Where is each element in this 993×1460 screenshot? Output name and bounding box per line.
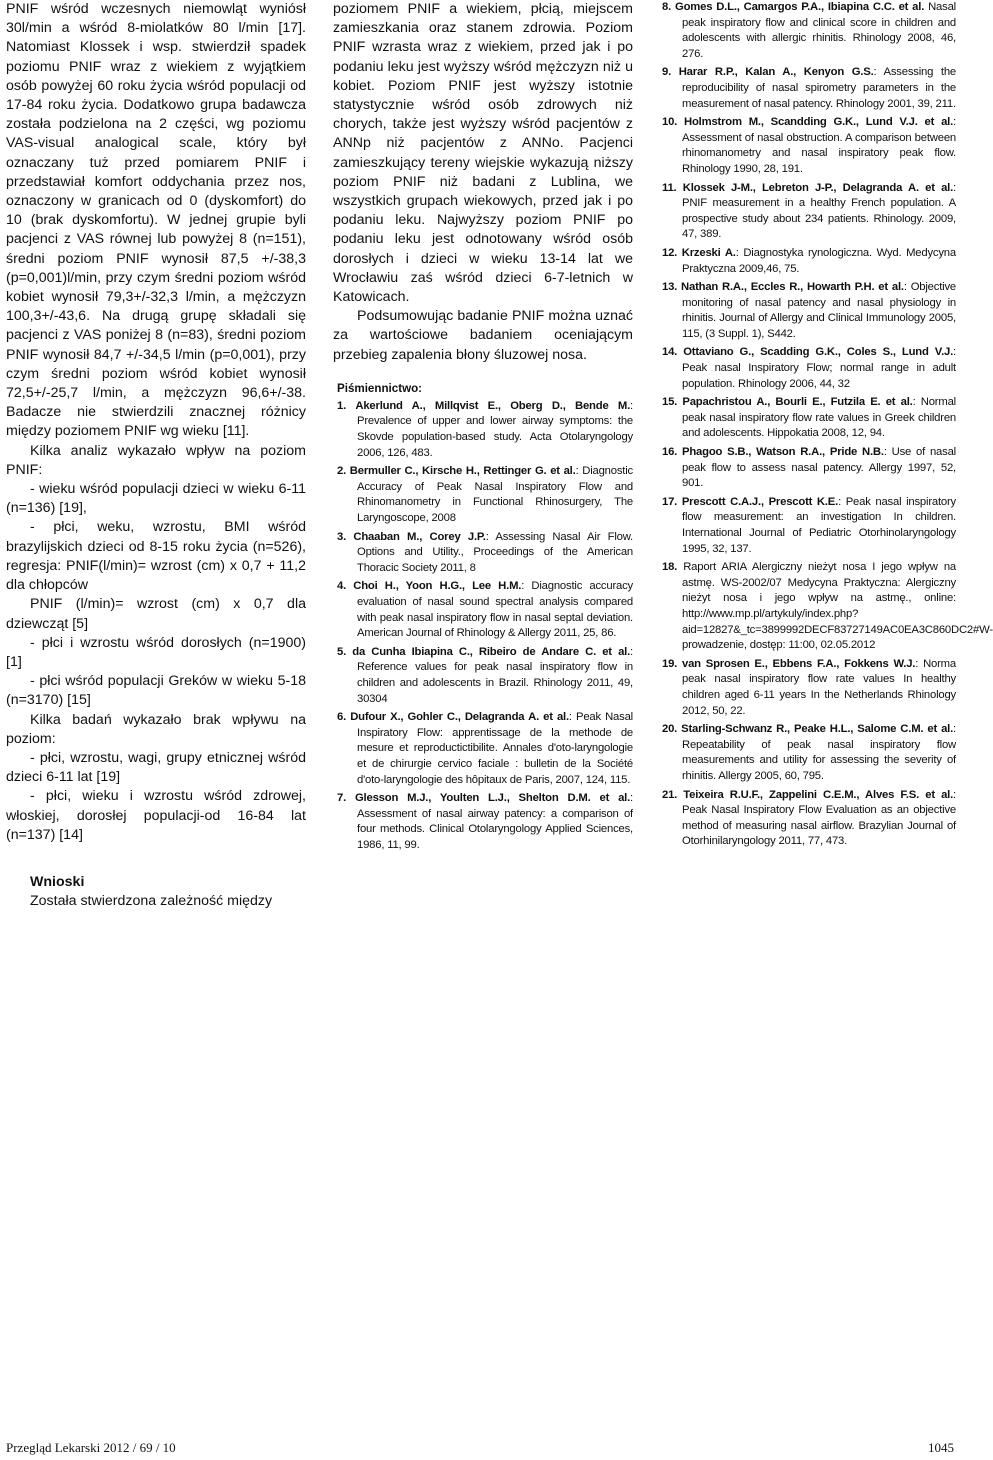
reference-authors: Papachristou A., Bourli E., Futzila E. et al.: [682, 396, 913, 409]
paragraph: - płci i wzrostu wśród dorosłych (n=1900) [1]: [6, 634, 306, 670]
reference-item: [662, 246, 956, 277]
reference-item: [662, 560, 993, 654]
reference-authors: Akerlund A., Millqvist E., Oberg D., Bende M.: [355, 399, 631, 412]
reference-authors: van Sprosen E., Ebbens F.A., Fokkens W.J.: [682, 657, 916, 670]
reference-text: : Objective monitoring of nasal patency and nasal physiology in rhinitis. Journal of Allergy and Clinical Immunology 2005, 115, (3 Suppl. 1), S442.: [682, 281, 956, 340]
reference-authors: Gomes D.L., Camargos P.A., Ibiapina C.C. et al.: [674, 1, 925, 13]
reference-number: 17.: [662, 495, 678, 508]
conclusions-heading: Wnioski: [30, 873, 85, 890]
reference-authors: da Cunha Ibiapina C., Ribeiro de Andare C. et al.: [352, 645, 631, 658]
reference-item: [662, 445, 956, 492]
paragraph: - płci, wzrostu, wagi, grupy etnicznej wśród dzieci 6-11 lat [19]: [6, 749, 306, 786]
reference-authors: Klossek J-M., Lebreton J-P., Delagranda A. et al.: [682, 181, 954, 194]
reference-authors: Chaaban M., Corey J.P.: [353, 530, 486, 543]
reference-text: : PNIF measurement in a healthy French population. A prospective study about 234 patients. Rhinology. 2009, 47, 389.: [682, 181, 956, 241]
reference-item: [662, 65, 956, 112]
reference-number: 2.: [337, 465, 347, 478]
reference-text: : Diagnostic Accuracy of Peak Nasal Inspiratory Flow and Rhinomanometry in Functional Rhinosurgery, The Laryngoscope, 2008: [357, 465, 633, 525]
reference-text: Raport ARIA Alergiczny nieżyt nosa I jego wpływ na astmę. WS-2002/07 Medycyna Praktyczna: Alergiczny nieżyt nosa i jego wpływ na astmę., online: http://www.mp.pl/artykuly/index.php?aid=12827&_tc=3899992DECF83727149AC0EA3C860DC2#W-prowadzenie, dostęp: 11:00, 02.05.2012: [682, 561, 993, 652]
reference-text: : Peak Nasal Inspiratory Flow: apprentissage de la methode de mesure et reproductictibilite. Annales d'oto-laryngologie et de chirurgie cervico faciale : bulletin de la Société d'oto-laryngologie des hôpitaux de Paris, 2007, 124, 115.: [357, 711, 633, 786]
paragraph: Kilka analiz wykazało wpływ na poziom PNIF:: [6, 442, 306, 478]
reference-item: [337, 710, 633, 788]
reference-number: 1.: [337, 399, 347, 412]
article-body-middle: [333, 0, 633, 365]
reference-number: 7.: [337, 792, 347, 805]
reference-item: [337, 464, 633, 526]
reference-text: : Repeatability of peak nasal inspiratory flow measurements and utility for assessing the severity of rhinitis. Allergy 2005, 60, 795.: [682, 723, 956, 782]
reference-item: [662, 115, 956, 177]
reference-authors: Holmstrom M., Scandding G.K., Lund V.J. et al.: [684, 116, 954, 129]
article-body-left: [6, 0, 306, 845]
column-right: [658, 0, 993, 853]
reference-number: 3.: [337, 530, 347, 543]
reference-authors: Teixeira R.U.F., Zappelini C.E.M., Alves F.S. et al.: [683, 788, 954, 801]
reference-item: [337, 579, 633, 641]
reference-item: [662, 395, 956, 442]
reference-item: [337, 399, 633, 461]
reference-text: : Assessment of nasal obstruction. A comparison between rhinomanometry and nasal inspiratory peak flow. Rhinology 1990, 28, 191.: [682, 116, 956, 175]
column-middle: [333, 0, 633, 856]
reference-item: [662, 181, 956, 243]
reference-item: [662, 788, 956, 850]
reference-number: 12.: [662, 246, 678, 259]
paragraph: Kilka badań wykazało brak wpływu na poziom:: [6, 711, 306, 747]
reference-number: 15.: [662, 396, 678, 409]
reference-text: : Diagnostyka rynologiczna. Wyd. Medycyna Praktyczna 2009,46, 75.: [682, 246, 956, 275]
reference-authors: Choi H., Yoon H.G., Lee H.M.: [353, 580, 522, 593]
reference-number: 6.: [337, 711, 347, 724]
reference-text: : Normal peak nasal inspiratory flow rate values in Greek children and adolescents. Hippokatia 2008, 12, 94.: [682, 396, 956, 440]
reference-authors: Phagoo S.B., Watson R.A., Pride N.B.: [682, 446, 884, 459]
reference-item: [662, 657, 956, 719]
reference-item: [337, 530, 633, 577]
reference-authors: Ottaviano G., Scadding G.K., Coles S., Lund V.J.: [683, 346, 954, 359]
reference-number: 14.: [662, 346, 678, 359]
reference-number: 19.: [662, 657, 678, 670]
references-list: [333, 399, 633, 854]
reference-item: [337, 645, 633, 707]
paragraph: - płci wśród populacji Greków w wieku 5-18 (n=3170) [15]: [6, 673, 306, 709]
reference-authors: Nathan R.A., Eccles R., Howarth P.H. et al.: [681, 281, 904, 294]
reference-text: Nasal peak inspiratory flow and clinical score in children and adolescents with allergic rhinitis. Rhinology 2008, 46, 276.: [682, 1, 956, 60]
reference-authors: Krzeski A.: [681, 246, 736, 259]
paragraph: - płci, weku, wzrostu, BMI wśród brazylijskich dzieci od 8-15 roku życia (n=526), regresja: PNIF(l/min)= wzrost (cm) x 0,7 + 11,2 dla chłopców: [6, 519, 306, 594]
references-list-continued: [658, 0, 993, 850]
reference-number: 18.: [662, 561, 678, 574]
reference-text: : Assessing Nasal Air Flow. Options and Utility., Proceedings of the American Thoracic Society 2011, 8: [357, 530, 633, 574]
reference-number: 8.: [662, 1, 672, 13]
reference-number: 4.: [337, 580, 347, 593]
paragraph: - płci, wieku i wzrostu wśród zdrowej, włoskiej, dorosłej populacji-od 16-84 lat (n=137) [14]: [6, 788, 306, 843]
reference-authors: Dufour X., Gohler C., Delagranda A. et al.: [350, 711, 569, 724]
page-number: 1045: [928, 1440, 954, 1455]
reference-item: [662, 0, 956, 62]
reference-text: : Peak nasal Inspiratory Flow; normal range in adult population. Rhinology 2006, 44, 32: [682, 346, 956, 390]
paragraph: - wieku wśród populacji dzieci w wieku 6-11 (n=136) [19],: [6, 481, 306, 517]
paragraph: Podsumowując badanie PNIF można uznać za wartościowe badaniem oceniającym przebieg zapalenia błony śluzowej nosa.: [333, 308, 633, 363]
reference-item: [662, 280, 956, 342]
reference-number: 20.: [662, 723, 678, 736]
reference-text: : Norma peak nasal inspiratory flow rate values In healthy children aged 6-11 years In the Netherlands Rhinology 2012, 50, 22.: [682, 657, 956, 717]
reference-number: 16.: [662, 446, 678, 459]
reference-number: 5.: [337, 645, 347, 658]
references-title: Piśmiennictwo:: [337, 381, 423, 395]
reference-number: 21.: [662, 788, 678, 801]
reference-authors: Bermuller C., Kirsche H., Rettinger G. et al.: [349, 465, 576, 478]
paragraph: PNIF (l/min)= wzrost (cm) x 0,7 dla dziewcząt [5]: [6, 596, 306, 632]
reference-authors: Harar R.P., Kalan A., Kenyon G.S.: [678, 66, 874, 79]
reference-text: : Peak Nasal Inspiratory Flow Evaluation as an objective method of measuring nasal airflow. Brazylian Journal of Otorhinilaryngology 2011, 77, 473.: [682, 788, 956, 848]
reference-text: : Reference values for peak nasal inspiratory flow in children and adolescents in Brazil. Rhinology 2011, 49, 30304: [357, 645, 633, 705]
reference-number: 10.: [662, 116, 678, 129]
reference-item: [662, 345, 956, 392]
reference-text: : Assessing the reproducibility of nasal spirometry parameters in the measurement of nasal patency. Rhinology 2001, 39, 211.: [682, 66, 956, 110]
reference-text: : Assessment of nasal airway patency: a comparison of four methods. Clinical Otolaryngology Applied Sciences, 1986, 11, 99.: [357, 792, 633, 851]
reference-item: [337, 791, 633, 853]
paragraph: poziomem PNIF a wiekiem, płcią, miejscem zamieszkania oraz stanem zdrowia. Poziom PNIF wzrasta wraz z wiekiem, przed jak i po podaniu leku jest wyższy wśród mężczyzn niż u kobiet. Poziom PNIF jest wyższy istotnie statystycznie wśród osób zdrowych niż chorych, także jest wyższy wśród pacjentów z ANNp niż pacjentów z ANNo. Pacjenci zamieszkujący tereny wiejskie wykazują niższy poziom PNIF niż badani z Lublina, we wszystkich grupach wiekowych, przed jak i po podaniu leku. Najwyższy poziom PNIF po podaniu leku jest odnotowany wśród osób dorosłych i dzieci w wieku 13-14 lat we Wrocławiu zaś wśród dzieci 6-7-letnich w Katowicach.: [333, 1, 633, 306]
reference-authors: Prescott C.A.J., Prescott K.E.: [681, 495, 839, 508]
reference-number: 9.: [662, 66, 672, 79]
reference-authors: Glesson M.J., Youlten L.J., Shelton D.M. et al.: [354, 792, 631, 805]
reference-item: [662, 495, 956, 557]
conclusions-text: Została stwierdzona zależność między: [30, 892, 273, 909]
reference-text: : Diagnostic accuracy evaluation of nasal sound spectral analysis compared with peak nasal inspiratory flow in nasal septal deviation. American Journal of Rhinology & Allergy 2011, 25, 86.: [357, 580, 633, 640]
paragraph: PNIF wśród wczesnych niemowląt wyniósł 30l/min a wśród 8-miolatków 80 l/min [17]. Natomiast Klossek i wsp. stwierdził spadek poziomu PNIF wraz z wiekiem z wyjątkiem osób powyżej 60 roku życia wśród populacji od 17-84 roku życia. Dodatkowo grupa badawcza została podzielona na 2 części, wg poziomu VAS-visual analogical scale, który był oznaczany tuż przed pomiarem PNIF i przedstawiał komfort oddychania przez nos, oznaczony w granicach od 0 (dyskomfort) do 10 (brak dyskomfortu). W jednej grupie byli pacjenci z VAS równej lub powyżej 8 (n=151), średni poziom PNIF wynosił 87,5 +/-38,3 (p=0,001)l/min, przy czym średni poziom wśród kobiet wynosił 79,3+/-32,3 l/min, a mężczyzn 100,3+/-43,6. Na drugą grupę składali się pacjenci z VAS poniżej 8 (n=83), średni poziom PNIF wynosił 84,7 +/-34,5 l/min (p=0,001), przy czym średni poziom wśród kobiet wynosił 72,5+/-25,7 l/min, a mężczyzn 96,6+/-38. Badacze nie stwierdzili znacznej różnicy między poziomem PNIF wg wieku [11].: [6, 1, 306, 440]
reference-text: : Peak nasal inspiratory flow measurement: an investigation In children. International Journal of Pediatric Otorhinolaryngology 1995, 32, 137.: [682, 495, 956, 555]
reference-text: : Use of nasal peak flow to assess nasal patency. Allergy 1997, 52, 901.: [682, 446, 956, 490]
journal-footer: Przegląd Lekarski 2012 / 69 / 10: [6, 1440, 176, 1455]
reference-item: [662, 722, 956, 784]
reference-authors: Starling-Schwanz R., Peake H.L., Salome C.M. et al.: [681, 723, 954, 736]
reference-number: 13.: [662, 281, 678, 294]
reference-number: 11.: [662, 181, 677, 194]
column-left: [6, 0, 306, 911]
reference-text: : Prevalence of upper and lower airway symptoms: the Skovde population-based study. Acta Otolaryngology 2006, 126, 483.: [357, 399, 633, 459]
